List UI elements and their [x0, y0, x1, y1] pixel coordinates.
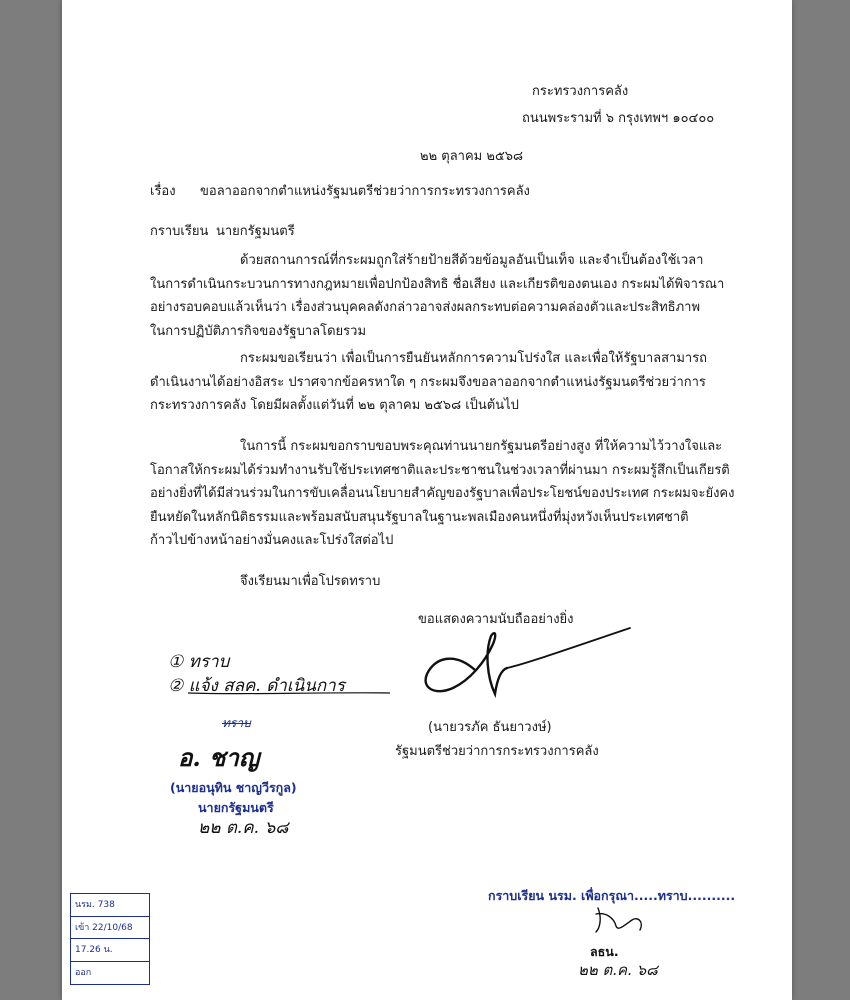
minister-signature	[415, 622, 655, 702]
receipt-stamp	[70, 893, 150, 985]
pm-date: ๒๒ ต.ค. ๖๘	[198, 818, 289, 838]
closing-phrase: ขอแสดงความนับถืออย่างยิ่ง	[418, 612, 574, 627]
stamp-row-out: ออก	[75, 967, 92, 978]
ministry-name: กระทรวงการคลัง	[532, 84, 629, 99]
paragraph-line: ด้วยสถานการณ์ที่กระผมถูกใส่ร้ายป้ายสีด้วยข้อมูลอันเป็นเท็จ และจำเป็นต้องใช้เวลา	[240, 253, 704, 268]
handwritten-note-1: ① ทราบ	[168, 652, 230, 672]
secretary-date: ๒๒ ต.ค. ๖๘	[578, 961, 658, 979]
paragraph-line: อย่างรอบคอบแล้วเห็นว่า เรื่องส่วนบุคคลดังกล่าวอาจส่งผลกระทบต่อความคล่องตัวและประสิทธิภาพ	[150, 300, 701, 315]
paragraph-line: ในการปฏิบัติภารกิจของรัฐบาลโดยรวม	[150, 323, 367, 339]
ministry-address: ถนนพระรามที่ ๖ กรุงเทพฯ ๑๐๔๐๐	[522, 111, 715, 126]
paragraph-line: อย่างยิ่งที่ได้มีส่วนร่วมในการขับเคลื่อนนโยบายสำคัญของรัฐบาลเพื่อประโยชน์ของประเทศ กระผมจะยังคง	[150, 486, 735, 501]
paragraph-line: ยืนหยัดในหลักนิติธรรมและพร้อมสนับสนุนรัฐบาลในฐานะพลเมืองคนหนึ่งที่มุ่งหวังเห็นประเทศชาติ	[150, 509, 689, 525]
pm-initials: อ. ชาญ	[178, 743, 260, 772]
paragraph-line: ในการดำเนินกระบวนการทางกฎหมายเพื่อปกป้องสิทธิ ชื่อเสียง และเกียรติของตนเอง กระผมได้พิจารณา	[150, 276, 725, 292]
stamp-row-number: นรม. 738	[71, 894, 149, 917]
handwriting-underline	[168, 690, 393, 696]
pm-acknowledged: ทราบ	[222, 716, 251, 730]
paragraph-line: ในการนี้ กระผมขอกราบขอบพระคุณท่านนายกรัฐมนตรีอย่างสูง ที่ให้ความไว้วางใจและ	[240, 439, 723, 454]
signer-name: (นายวรภัค ธันยาวงษ์)	[428, 720, 552, 735]
salutation-text: นายกรัฐมนตรี	[216, 224, 295, 239]
signer-position: รัฐมนตรีช่วยว่าการกระทรวงการคลัง	[395, 744, 599, 759]
secretary-signature	[592, 904, 652, 936]
stamp-row-received: เข้า 22/10/68	[71, 917, 149, 940]
paragraph-line: โอกาสให้กระผมได้ร่วมทำงานรับใช้ประเทศชาติและประชาชนในช่วงเวลาที่ผ่านมา กระผมรู้สึกเป็นเกียรติ	[150, 462, 730, 478]
paragraph-line: ก้าวไปข้างหน้าอย่างมั่นคงและโปร่งใสต่อไป	[150, 533, 394, 548]
stamp-row-time: 17.26 น.	[71, 939, 149, 962]
closing-request: จึงเรียนมาเพื่อโปรดทราบ	[240, 574, 381, 589]
pm-name: (นายอนุทิน ชาญวีรกูล)	[170, 780, 297, 795]
subject-label: เรื่อง	[150, 184, 176, 199]
subject-text: ขอลาออกจากตำแหน่งรัฐมนตรีช่วยว่าการกระทรวงการคลัง	[200, 184, 530, 199]
letter-date: ๒๒ ตุลาคม ๒๕๖๘	[420, 149, 524, 164]
body-paragraph-3	[150, 435, 735, 553]
paragraph-line: กระทรวงการคลัง โดยมีผลตั้งแต่วันที่ ๒๒ ตุลาคม ๒๕๖๘ เป็นต้นไป	[150, 398, 519, 413]
secretary-request: กราบเรียน นรม. เพื่อกรุณา.....ทราบ..........	[488, 888, 736, 903]
secretary-office: ลธน.	[590, 944, 619, 959]
handwritten-note-2: ② แจ้ง สลค. ดำเนินการ	[168, 676, 345, 696]
salutation-label: กราบเรียน	[150, 224, 209, 239]
body-paragraph-1	[150, 249, 725, 343]
pm-position: นายกรัฐมนตรี	[198, 800, 274, 815]
paragraph-line: ดำเนินงานได้อย่างอิสระ ปราศจากข้อครหาใด ๆ กระผมจึงขอลาออกจากตำแหน่งรัฐมนตรีช่วยว่าการ	[150, 374, 706, 390]
body-paragraph-2	[150, 347, 710, 418]
paragraph-line: กระผมขอเรียนว่า เพื่อเป็นการยืนยันหลักการความโปร่งใส และเพื่อให้รัฐบาลสามารถ	[240, 351, 708, 366]
